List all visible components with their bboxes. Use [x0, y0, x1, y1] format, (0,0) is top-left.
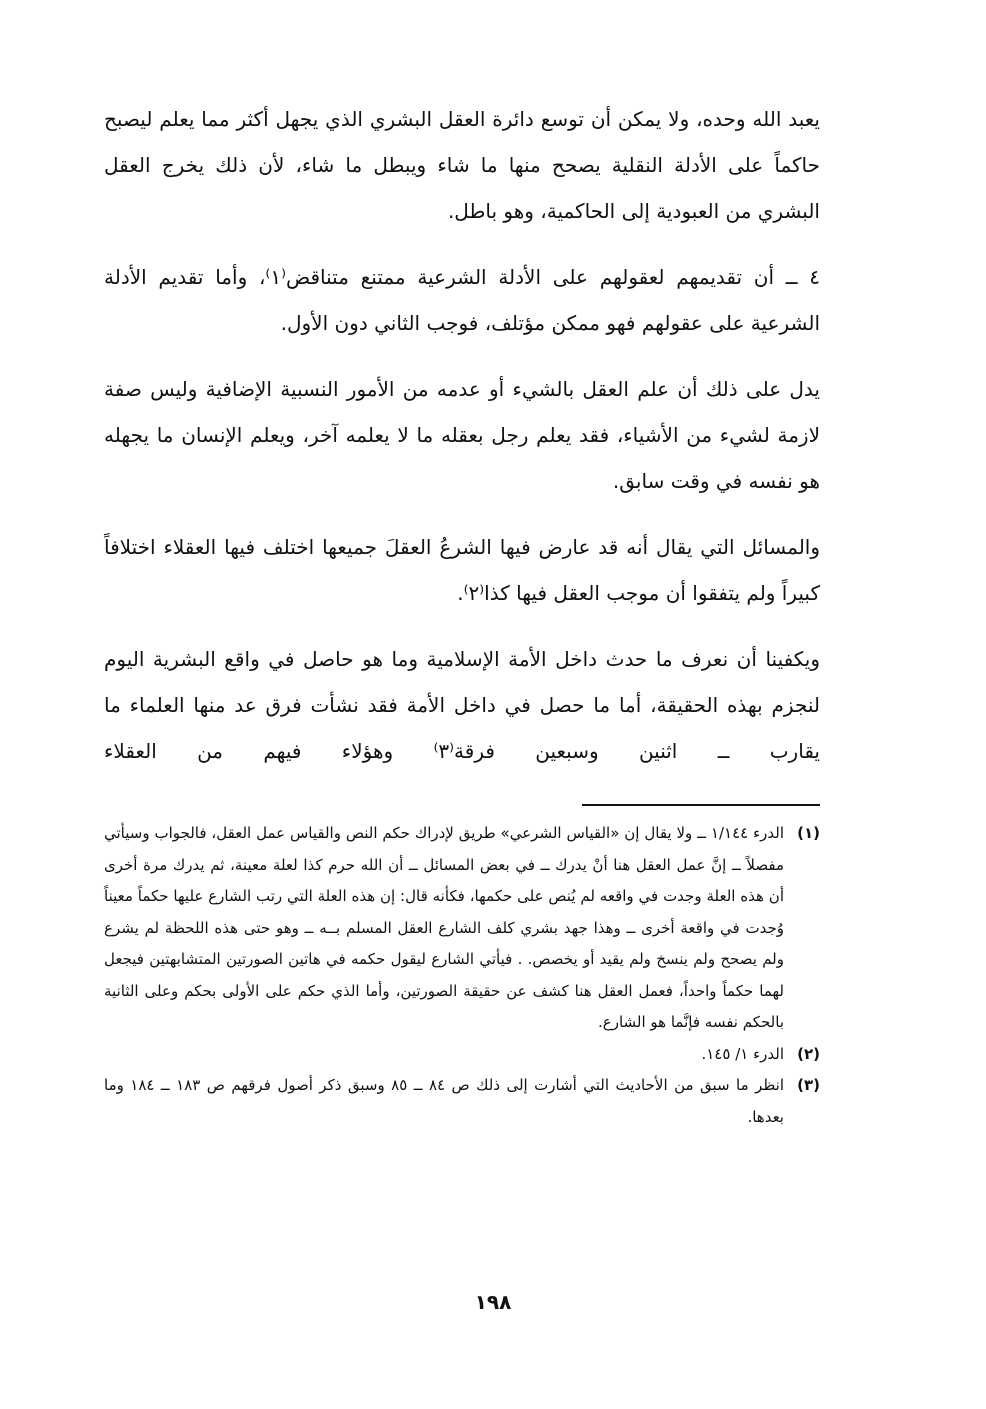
footnote-text: الدرء ١/ ١٤٥.: [701, 1044, 784, 1063]
paragraph: يدل على ذلك أن علم العقل بالشيء أو عدمه من الأمور النسبية الإضافية وليس صفة لازمة لشيء من الأشياء، فقد يعلم رجل بعقله ما لا يعلمه آخر، ويعلم الإنسان ما يجهله هو نفسه في وقت سابق.: [104, 377, 820, 493]
footnote: [104, 1070, 820, 1133]
footnotes: [104, 818, 820, 1133]
footnote-text: الدرء ١/١٤٤ ــ ولا يقال إن «القياس الشرعي» طريق لإدراك حكم النص والقياس عمل العقل، فالجواب وسيأتي مفصلاً ــ إنَّ عمل العقل هنا أنْ يدرك ــ في بعض المسائل ــ أن الله حرم كذا لعلة معينة، ثم يدرك مرة أخرى أن هذه العلة وجدت في واقعه لم يُنص على حكمها، فكأنه قال: إن هذه العلة التي رتب الشارع عليها حكماً معيناً وُجدت في واقعة أخرى ــ وهذا جهد بشري كلف الشارع العقل المسلم بــه ــ وهو حتى هذه اللحظة لم يشرع ولم يصحح ولم ينسخ ولم يقيد أو يخصص. . فيأتي الشارع ليقول حكمه في هاتين الصورتين المتشابهتين فيجعل لهما حكماً واحداً، فعمل العقل هنا كشف عن حقيقة الصورتين، وأما الذي حكم على الأولى بحكم وعلى الثانية بالحكم نفسه فإنَّما هو الشارع.: [104, 824, 784, 1031]
footnote-number: (٣): [797, 1076, 820, 1094]
paragraph: يعبد الله وحده، ولا يمكن أن توسع دائرة العقل البشري الذي يجهل أكثر مما يعلم ليصبح حاكماً على الأدلة النقلية يصحح منها ما شاء ويبطل ما شاء، لأن ذلك يخرج العقل البشري من العبودية إلى الحاكمية، وهو باطل.: [104, 107, 820, 223]
page-number: ١٩٨: [474, 1290, 512, 1314]
footnote-number: (١): [797, 824, 820, 842]
footnote: [104, 1039, 820, 1071]
paragraph: ٤ ــ أن تقديمهم لعقولهم على الأدلة الشرعية ممتنع متناقض⁽١⁾، وأما تقديم الأدلة الشرعية على عقولهم فهو ممكن مؤتلف، فوجب الثاني دون الأول.: [104, 265, 820, 335]
footnote-number: (٢): [797, 1044, 820, 1063]
footnote: [104, 818, 820, 1039]
paragraph: ويكفينا أن نعرف ما حدث داخل الأمة الإسلامية وما هو حاصل في واقع البشرية اليوم لنجزم بهذه الحقيقة، أما ما حصل في داخل الأمة فقد نشأت فرق عد منها العلماء ما يقارب ــ اثنين وسبعين فرقة⁽٣⁾ وهؤلاء فيهم من العقلاء: [104, 647, 820, 763]
footnote-text: انظر ما سبق من الأحاديث التي أشارت إلى ذلك ص ٨٤ ــ ٨٥ وسبق ذكر أصول فرقهم ص ١٨٣ ــ ١٨٤ وما بعدها.: [104, 1076, 784, 1126]
paragraph: والمسائل التي يقال أنه قد عارض فيها الشرعُ العقلَ جميعها اختلف فيها العقلاء اختلافاً كبيراً ولم يتفقوا أن موجب العقل فيها كذا⁽٢⁾.: [104, 535, 820, 605]
main-text: [104, 96, 820, 774]
footnote-separator: [582, 804, 820, 806]
